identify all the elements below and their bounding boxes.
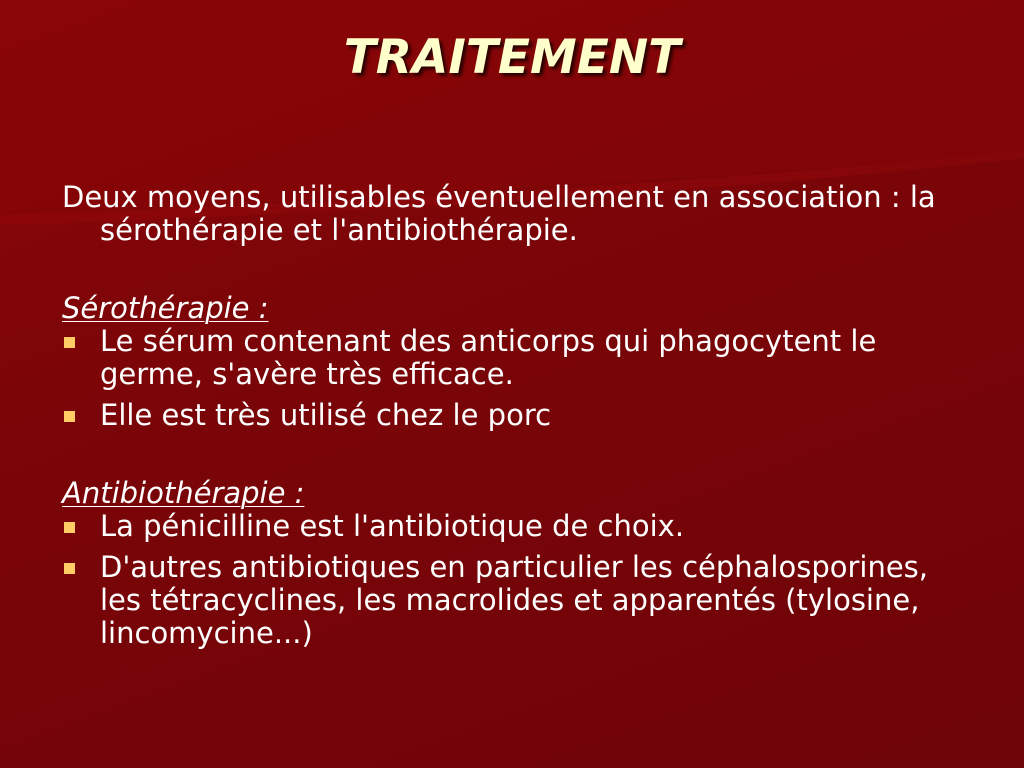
list-item: [62, 325, 972, 391]
list-item: [62, 510, 972, 543]
section-antibiotherapie: [62, 477, 972, 650]
list-item-text: Le sérum contenant des anticorps qui phagocytent le germe, s'avère très efficace.: [100, 324, 877, 391]
slide-title: TRAITEMENT: [343, 30, 681, 85]
section-heading: Antibiothérapie :: [62, 476, 305, 510]
slide-body: [62, 181, 972, 650]
square-bullet-icon: [64, 563, 75, 574]
section-serotherapie: [62, 292, 972, 432]
square-bullet-icon: [64, 522, 75, 533]
list-item: [62, 551, 972, 650]
intro-paragraph: Deux moyens, utilisables éventuellement en association : la sérothérapie et l'antibiothérapie.: [62, 180, 936, 247]
list-item-text: D'autres antibiotiques en particulier les céphalosporines, les tétracyclines, les macrolides et apparentés (tylosine, lincomycine...): [100, 550, 929, 650]
list-item: [62, 399, 972, 432]
section-heading: Sérothérapie :: [62, 291, 269, 325]
square-bullet-icon: [64, 411, 75, 422]
square-bullet-icon: [64, 337, 75, 348]
list-item-text: La pénicilline est l'antibiotique de choix.: [100, 509, 685, 543]
list-item-text: Elle est très utilisé chez le porc: [100, 398, 552, 432]
